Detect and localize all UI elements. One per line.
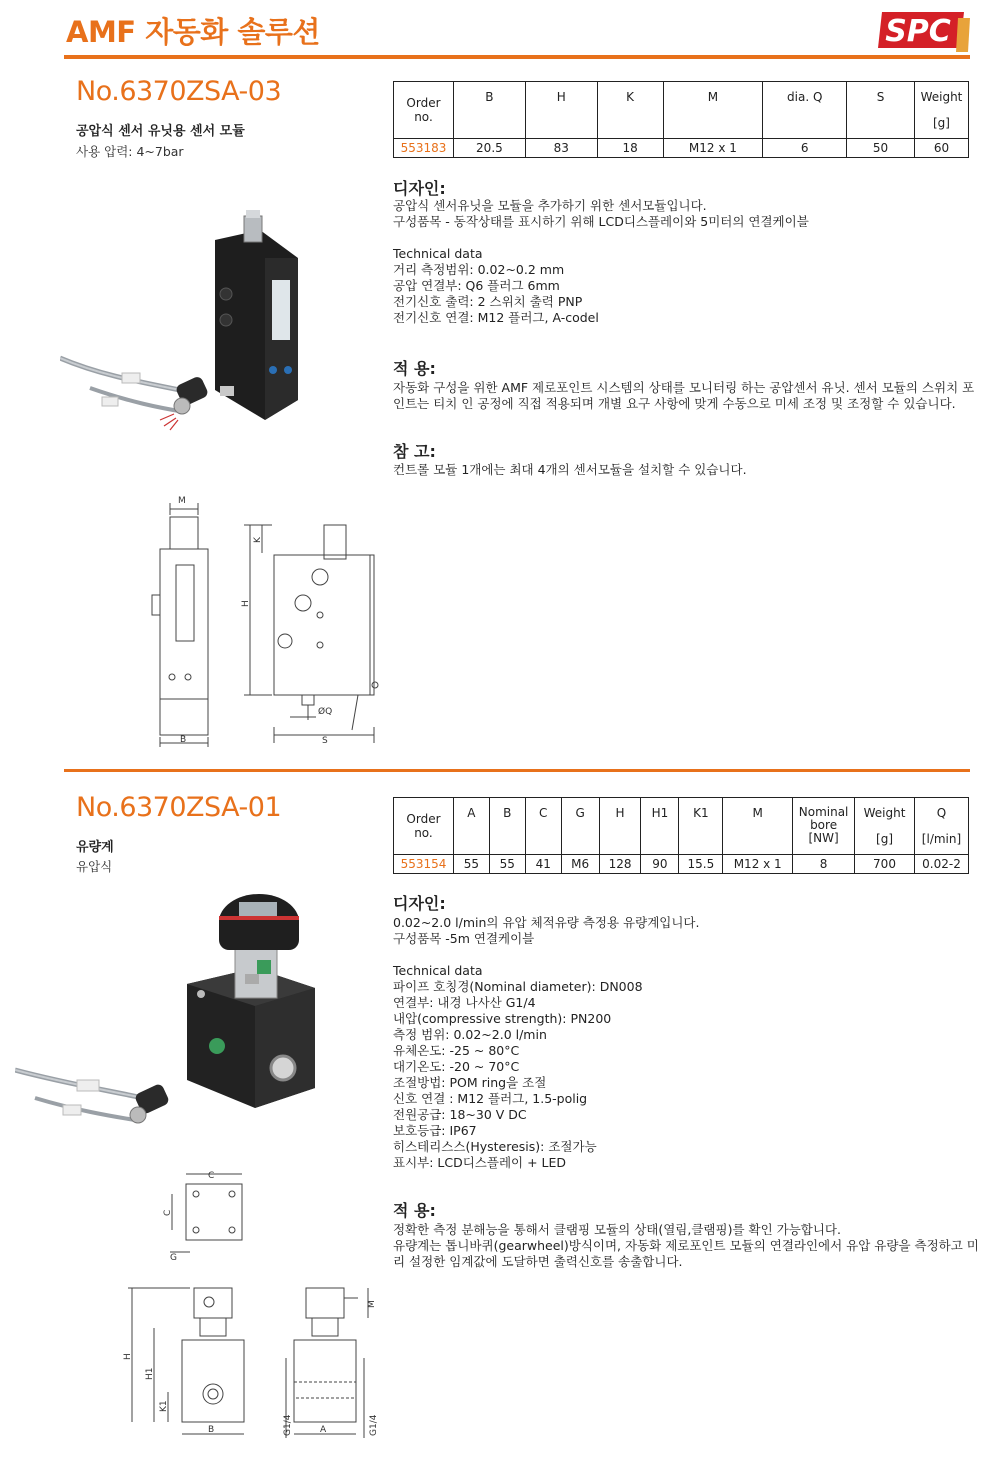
product1-spec-table (393, 81, 969, 158)
order-number[interactable]: 553154 (394, 855, 454, 874)
dim-label-q: ØQ (318, 707, 333, 717)
table-row: 553154 55 55 41 M6 128 90 15.5 M12 x 1 8 700 0.02-2 (394, 855, 969, 874)
col-m: M (723, 798, 793, 855)
product2-subtitle: 유압식 (76, 859, 113, 874)
product2-name: 유량계 (76, 840, 114, 855)
dim-label-g: G (170, 1253, 177, 1263)
col-nominal-bore: Nominal bore [NW] (793, 798, 855, 855)
col-b: B (453, 82, 525, 139)
product1-name: 공압식 센서 유닛용 센서 모듈 (76, 124, 245, 139)
col-m: M (663, 82, 763, 139)
dim-label-h: H (123, 1353, 133, 1360)
table-header-row (394, 798, 969, 855)
col-k1: K1 (679, 798, 723, 855)
col-a: A (453, 798, 489, 855)
col-b: B (489, 798, 525, 855)
product2-apply-title: 적 용: (393, 1201, 436, 1220)
order-number[interactable]: 553183 (394, 139, 454, 158)
table-header-row (394, 82, 969, 139)
product2-number: No.6370ZSA-01 (76, 792, 282, 823)
product1-number: No.6370ZSA-03 (76, 76, 282, 107)
col-weight: Weight [g] (914, 82, 968, 139)
section-divider (64, 769, 970, 772)
flow-meter-photo (15, 888, 320, 1128)
product1-note-title: 참 고: (393, 442, 436, 461)
product1-design-text: 공압식 센서유닛을 모듈을 추가하기 위한 센서모듈입니다. 구성품목 - 동작상태를 표시하기 위해 LCD디스플레이와 5미터의 연결케이블 Technical data 거리 측정범위: 0.02~0.2 mm 공압 연결부: Q6 플러그 6mm 전기신호 출력: 2 스위치 출력 PNP 전기신호 연결: M12 플러그, A-codel (393, 198, 809, 325)
col-s: S (847, 82, 915, 139)
col-h1: H1 (641, 798, 679, 855)
col-k: K (597, 82, 663, 139)
dim-label-s: S (322, 736, 328, 746)
dim-label-m: M (178, 496, 186, 506)
dim-label-k1: K1 (159, 1400, 169, 1412)
product1-apply-text: 자동화 구성을 위한 AMF 제로포인트 시스템의 상태를 모니터링 하는 공압센서 유닛. 센서 모듈의 스위치 포 인트는 티치 인 공정에 직접 적용되며 개별 요구 사항에 맞게 수동으로 미세 조정 및 조정할 수 있습니다. (393, 380, 975, 411)
col-h: H (599, 798, 641, 855)
product2-spec-table (393, 797, 969, 874)
col-c: C (525, 798, 561, 855)
product2-design-text: 0.02~2.0 l/min의 유압 체적유량 측정용 유량계입니다. 구성품목 -5m 연결케이블 Technical data 파이프 호칭경(Nominal diameter): DN008 연결부: 내경 나사산 G1/4 내압(compressive strength): PN200 측정 범위: 0.02~2.0 l/min 유체온도: -25 ~ 80°C 대기온도: -20 ~ 70°C 조절방법: POM ring을 조절 신호 연결 : M12 플러그, 1.5-polig 전원공급: 18~30 V DC 보호등급: IP67 히스테리스스(Hysteresis): 조절가능 표시부: LCD디스플레이 + LED (393, 915, 700, 1170)
col-q: Q [l/min] (914, 798, 968, 855)
dim-label-a: A (320, 1425, 327, 1435)
dim-label-k: K (253, 537, 263, 543)
table-row: 553183 20.5 83 18 M12 x 1 6 50 60 (394, 139, 969, 158)
product2-apply-text: 정확한 측정 분해능을 통해서 클램핑 모듈의 상태(열림,클램핑)를 확인 가능합니다. 유량계는 톱니바퀴(gearwheel)방식이며, 자동화 제로포인트 모듈의 연결라인에서 유압 유량을 측정하고 미 리 설정한 임계값에 도달하면 출력신호를 송출합니다. (393, 1222, 979, 1269)
sensor-module-photo (60, 210, 320, 440)
dim-label-b: B (208, 1425, 215, 1435)
page-title: AMF 자동화 솔루션 (66, 15, 320, 49)
dim-label-h: H (241, 600, 251, 607)
dim-label-b: B (180, 735, 187, 745)
dim-label-g14-left: G1/4 (283, 1414, 293, 1436)
col-g: G (561, 798, 599, 855)
product2-design-title: 디자인: (393, 894, 446, 913)
product1-design-title: 디자인: (393, 179, 446, 198)
col-h: H (525, 82, 597, 139)
sensor-module-drawing (140, 495, 385, 747)
col-order-no: Order no. (394, 798, 454, 855)
dim-label-c: C (208, 1171, 215, 1181)
header-divider (64, 55, 970, 59)
product1-apply-title: 적 용: (393, 359, 436, 378)
dim-label-c-side: C (163, 1209, 173, 1216)
product1-subtitle: 사용 압력: 4~7bar (76, 144, 184, 159)
product1-note-text: 컨트롤 모듈 1개에는 최대 4개의 센서모듈을 설치할 수 있습니다. (393, 462, 747, 477)
dim-label-g14-right: G1/4 (369, 1414, 379, 1436)
col-dia-q: dia. Q (763, 82, 847, 139)
dim-label-m: M (367, 1300, 377, 1308)
col-weight: Weight [g] (855, 798, 915, 855)
dim-label-h1: H1 (145, 1367, 155, 1380)
flow-meter-drawing (110, 1168, 390, 1444)
spc-logo (878, 8, 970, 52)
logo-text: SPC (885, 14, 951, 49)
col-order-no: Order no. (394, 82, 454, 139)
